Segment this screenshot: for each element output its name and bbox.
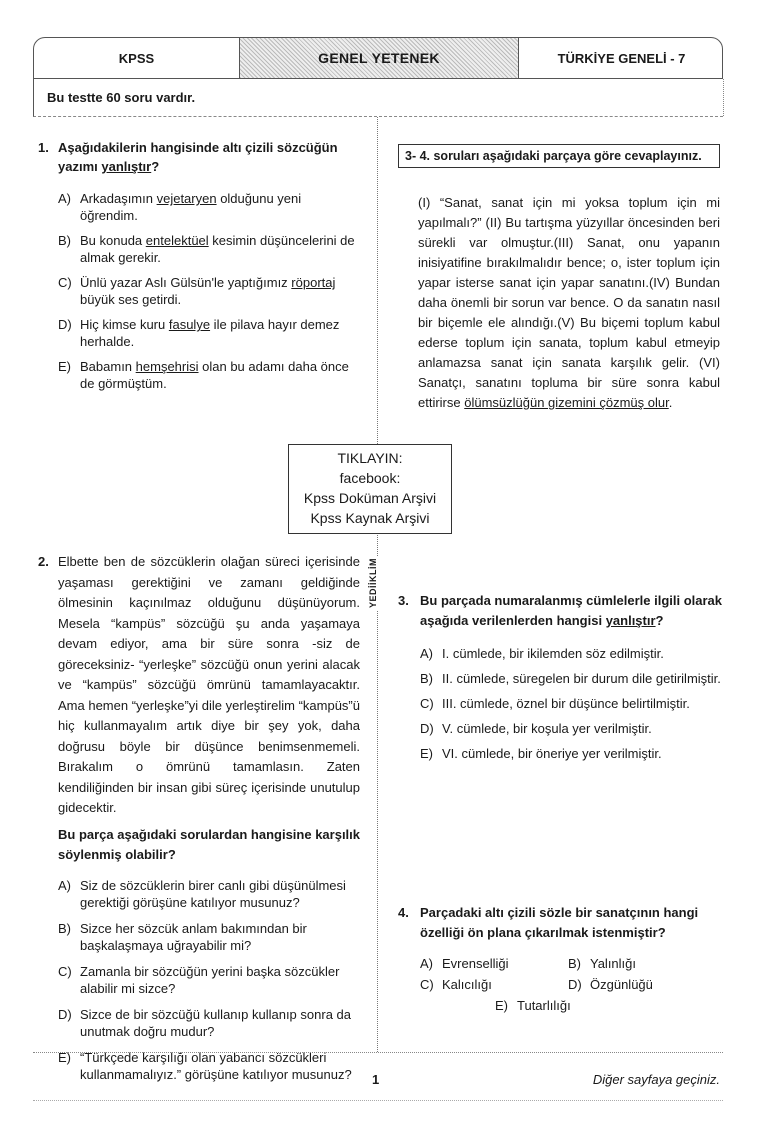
options-list — [58, 190, 360, 392]
header-section-title: GENEL YETENEK — [239, 38, 519, 78]
question-count-note: Bu testte 60 soru vardır. — [33, 79, 723, 117]
bottom-rule — [33, 1100, 723, 1101]
option-d[interactable]: D) Özgünlüğü — [568, 977, 653, 992]
shared-passage-heading: 3- 4. soruları aşağıdaki parçaya göre cevaplayınız. — [398, 144, 720, 168]
options-list — [420, 645, 722, 762]
question-passage: Elbette ben de sözcüklerin olağan süreci içerisinde yaşaması gerektiğini ve zamanı geldiğinde ölmesinin kaçınılmaz olduğunu düşünüyorum. Mesela “kampüs” sözcüğü şu anda yaşamaya devam ediyor, ama bir süre sonra -siz de göreceksiniz- “yerleşke” sözcüğü onun yerini alacak ve “kampüs” sözcüğü ömrünü tamamlayacaktır. Ama hemen “yerleşke”yi dile yerleştirelim “kampüs”ü hiç kullanmayalım artık diye bir şey yok, daha doğrusu böyle bir düşünce benimsenmemeli. Bırakalım o ömrünü tamamlasın. Zaten kendiliğinden bir insan gibi süreç içerisinde unutulup gidecektir. — [58, 554, 360, 815]
question-stem: Parçadaki altı çizili sözle bir sanatçının hangi özelliği ön plana çıkarılmak istenmiştir? — [420, 905, 699, 940]
promo-box[interactable] — [288, 444, 452, 534]
option-e[interactable]: E) Babamın hemşehrisi olan bu adamı daha önce de görmüştüm. — [58, 359, 349, 391]
shared-passage: (I) “Sanat, sanat için mi yoksa toplum için mi yapılmalı?” (II) Bu tartışma yüzyıllar öncesinden beri sürekli var olmuştur.(III) Sanat, onu yapanın inisiyatifine bırakılmalıdır bence; o, ister toplum için yapar isterse sanat için yapar sanatını.(IV) Bundan daha önemli bir sorun var bence. O da sanatın nasıl bir biçemle ele alındığı.(V) Bu biçemi toplum kabul ederse toplum için sanata, toplum kabul etmeyip anlamazsa sanat için sanata karşılık gelir. (VI) Sanatçı, sanatını topluma bir süre sonra kabul ettirirse ölümsüzlüğün gizemini çözmüş olur. — [418, 195, 720, 410]
next-page-note: Diğer sayfaya geçiniz. — [592, 1072, 720, 1087]
publisher-vertical-label: YEDİİKLİM — [368, 558, 378, 609]
option-c[interactable]: C) Kalıcılığı — [420, 977, 492, 992]
promo-line: TIKLAYIN: — [337, 450, 403, 466]
options-grid — [420, 955, 722, 993]
question-number: 4. — [398, 905, 409, 920]
question-number: 3. — [398, 593, 409, 608]
question-stem: Bu parçada numaralanmış cümlelerle ilgili olarak aşağıda verilenlerden hangisi yanlıştır? — [420, 593, 723, 628]
question-3 — [398, 591, 722, 770]
question-number: 1. — [38, 140, 49, 155]
option-e[interactable]: E) “Türkçede karşılığı olan yabancı sözcükleri kullanmamalıyız.” görüşüne katılıyor musunuz? — [58, 1049, 352, 1082]
option-c[interactable]: C) III. cümlede, öznel bir düşünce belirtilmiştir. — [420, 696, 690, 711]
option-a[interactable]: A) Arkadaşımın vejetaryen olduğunu yeni öğrendim. — [58, 191, 302, 223]
option-e[interactable]: E) VI. cümlede, bir öneriye yer verilmiştir. — [420, 746, 662, 761]
option-b[interactable]: B) II. cümlede, süregelen bir durum dile getirilmiştir. — [420, 671, 721, 686]
promo-line: Kpss Doküman Arşivi — [303, 490, 437, 506]
option-a[interactable]: A) Evrenselliği — [420, 956, 509, 971]
footer-rule — [33, 1052, 723, 1053]
option-d[interactable]: D) Hiç kimse kuru fasulye ile pilava hayır demez herhalde. — [58, 317, 340, 349]
option-c[interactable]: C) Zamanla bir sözcüğün yerini başka sözcükler alabilir mi sizce? — [58, 963, 340, 996]
option-c[interactable]: C) Ünlü yazar Aslı Gülsün'le yaptığımız röportaj büyük ses getirdi. — [58, 275, 336, 307]
option-a[interactable]: A) Siz de sözcüklerin birer canlı gibi düşünülmesi gerektiği görüşüne katılıyor musunuz? — [58, 877, 346, 910]
header-exam-name: KPSS — [118, 50, 155, 66]
option-b[interactable]: B) Bu konuda entelektüel kesimin düşüncelerini de almak gerekir. — [58, 233, 355, 265]
question-number: 2. — [38, 554, 49, 569]
question-4 — [398, 903, 722, 1014]
question-2 — [38, 552, 360, 1092]
promo-line: facebook: — [339, 470, 401, 486]
option-e[interactable]: E) Tutarlılığı — [495, 998, 571, 1013]
question-stem: Bu parça aşağıdaki sorulardan hangisine karşılık söylenmiş olabilir? — [58, 826, 361, 862]
question-stem: Aşağıdakilerin hangisinde altı çizili sözcüğün yazımı yanlıştır? — [58, 140, 338, 174]
option-d[interactable]: D) Sizce de bir sözcüğü kullanıp kullanıp sonra da unutmak doğru mudur? — [58, 1006, 351, 1039]
page-number: 1 — [372, 1072, 380, 1087]
option-d[interactable]: D) V. cümlede, bir koşula yer verilmiştir. — [420, 721, 652, 736]
option-a[interactable]: A) I. cümlede, bir ikilemden söz edilmiştir. — [420, 646, 664, 661]
option-b[interactable]: B) Yalınlığı — [568, 956, 637, 971]
option-b[interactable]: B) Sizce her sözcük anlam bakımından bir başkalaşmaya uğrayabilir mi? — [58, 920, 307, 953]
question-1 — [38, 138, 360, 400]
promo-line: Kpss Kaynak Arşivi — [310, 510, 430, 526]
header-edition: TÜRKİYE GENELİ - 7 — [557, 50, 686, 66]
exam-header — [33, 37, 723, 79]
